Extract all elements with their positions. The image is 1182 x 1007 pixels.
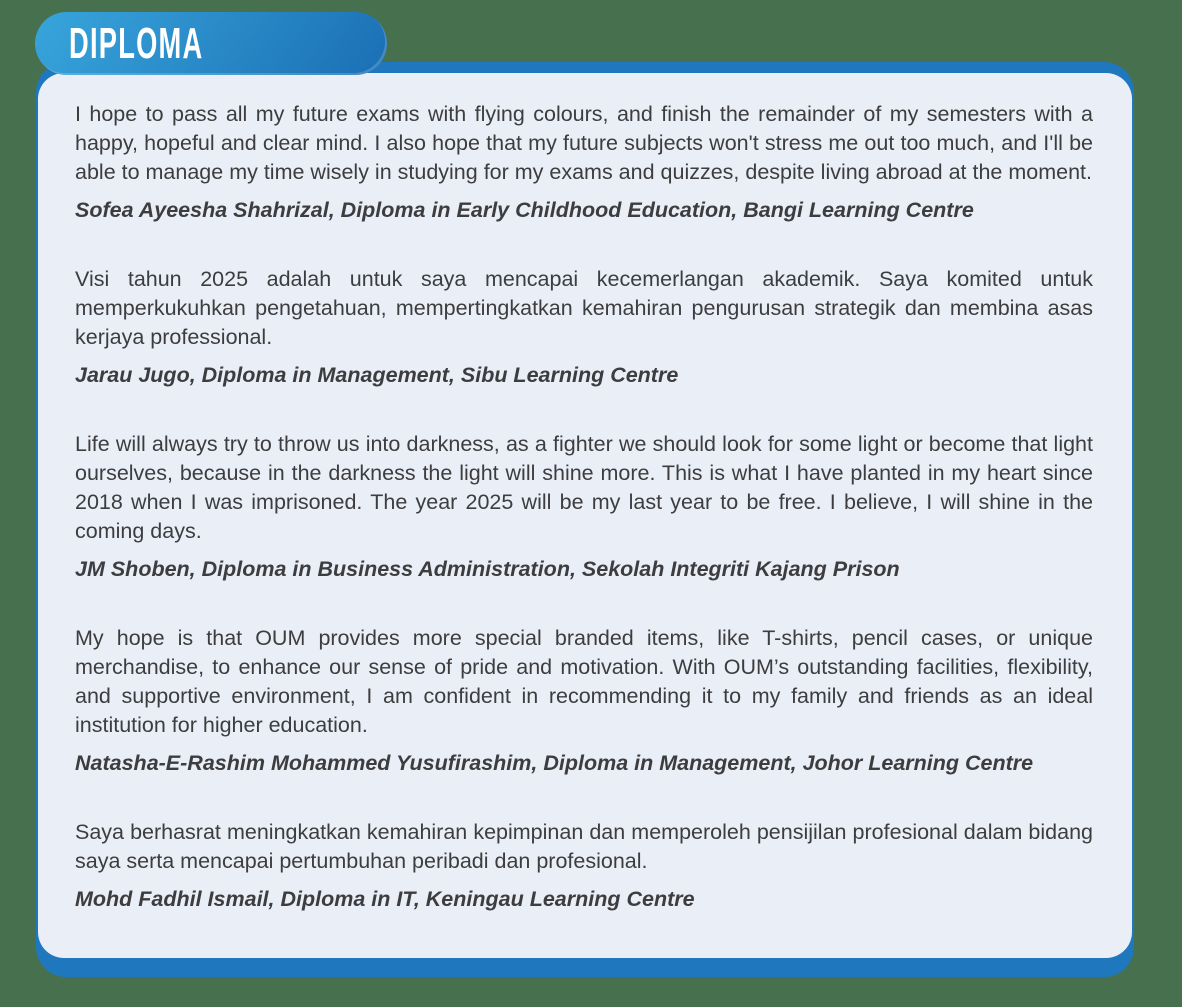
testimonial-quote: Visi tahun 2025 adalah untuk saya mencapai kecemerlangan akademik. Saya komited untuk memperkukuhkan pengetahuan, mempertingkatkan kemahiran pengurusan strategik dan membina asas kerjaya professional. xyxy=(75,267,1093,349)
testimonial-attribution: Natasha-E-Rashim Mohammed Yusufirashim, Diploma in Management, Johor Learning Centre xyxy=(75,751,1034,775)
testimonial-5 xyxy=(75,818,1093,914)
testimonial-attribution: Jarau Jugo, Diploma in Management, Sibu Learning Centre xyxy=(75,363,679,387)
testimonial-quote: Saya berhasrat meningkatkan kemahiran kepimpinan dan memperoleh pensijilan profesional dalam bidang saya serta mencapai pertumbuhan peribadi dan profesional. xyxy=(75,820,1093,873)
testimonial-quote: My hope is that OUM provides more special branded items, like T-shirts, pencil cases, or unique merchandise, to enhance our sense of pride and motivation. With OUM’s outstanding facilities, flexibility, and supportive environment, I am confident in recommending it to my family and friends as an ideal institution for higher education. xyxy=(75,626,1093,737)
testimonial-quote: Life will always try to throw us into darkness, as a fighter we should look for some light or become that light ourselves, because in the darkness the light will shine more. This is what I have planted in my heart since 2018 when I was imprisoned. The year 2025 will be my last year to be free. I believe, I will shine in the coming days. xyxy=(75,432,1093,543)
testimonial-attribution: Mohd Fadhil Ismail, Diploma in IT, Keningau Learning Centre xyxy=(75,887,695,911)
testimonial-attribution: JM Shoben, Diploma in Business Administration, Sekolah Integriti Kajang Prison xyxy=(75,557,900,581)
section-header-tab xyxy=(35,12,387,75)
testimonial-attribution: Sofea Ayeesha Shahrizal, Diploma in Early Childhood Education, Bangi Learning Centre xyxy=(75,198,974,222)
testimonial-3 xyxy=(75,430,1093,584)
testimonial-2 xyxy=(75,265,1093,390)
testimonial-1 xyxy=(75,100,1093,225)
testimonial-4 xyxy=(75,624,1093,778)
testimonials-card xyxy=(38,73,1132,958)
section-title: DIPLOMA xyxy=(69,18,204,68)
testimonial-quote: I hope to pass all my future exams with flying colours, and finish the remainder of my semesters with a happy, hopeful and clear mind. I also hope that my future subjects won't stress me out too much, and I'll be able to manage my time wisely in studying for my exams and quizzes, despite living abroad at the moment. xyxy=(75,102,1093,184)
